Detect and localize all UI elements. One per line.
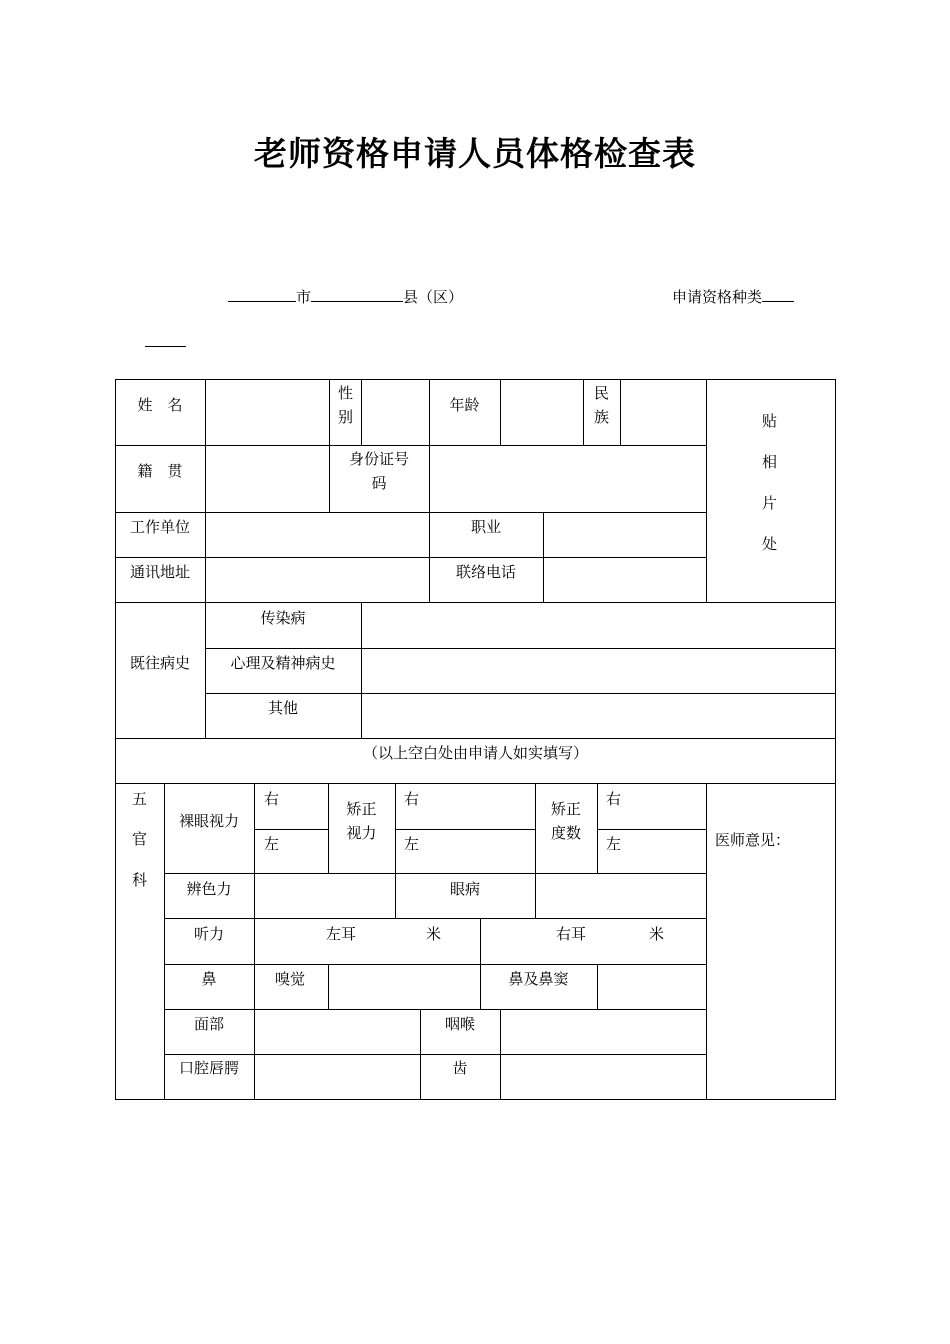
- smell-label: 嗅觉: [275, 970, 306, 988]
- sinus-label: 鼻及鼻窦: [508, 970, 569, 988]
- medical-history-label: 既往病史: [129, 654, 190, 672]
- corrected-left-label: 左: [404, 835, 420, 853]
- qual-type-blank[interactable]: [762, 287, 794, 302]
- other-history-label: 其他: [267, 699, 298, 717]
- age-label: 年龄: [449, 396, 480, 414]
- left-ear-label: 左耳: [326, 925, 357, 943]
- photo-label-2: 相: [762, 453, 778, 471]
- mental-history-label: 心理及精神病史: [230, 654, 336, 672]
- degree-right-label: 右: [606, 790, 622, 808]
- applicant-note: （以上空白处由申请人如实填写）: [362, 744, 588, 762]
- photo-label-4: 处: [762, 535, 778, 553]
- doctor-opinion-label: 医师意见：: [715, 831, 791, 849]
- naked-left-label: 左: [264, 835, 280, 853]
- work-unit-label: 工作单位: [129, 518, 190, 536]
- id-number-label-1: 身份证号: [348, 450, 409, 468]
- qual-type-blank-cont: [145, 346, 186, 347]
- native-place-label: 籍 贯: [137, 462, 183, 480]
- degree-left-label: 左: [606, 835, 622, 853]
- county-suffix: 县（区）: [403, 288, 464, 306]
- oral-label: 口腔唇腭: [178, 1059, 239, 1077]
- teeth-label: 齿: [452, 1059, 468, 1077]
- address-label: 通讯地址: [129, 563, 190, 581]
- wuguan-label-3: 科: [131, 871, 147, 889]
- gender-label-2: 别: [338, 408, 354, 426]
- corrected-vision-label-1: 矫正: [346, 800, 377, 818]
- right-ear-label: 右耳: [556, 925, 587, 943]
- page-title: 老师资格申请人员体格检查表: [254, 134, 696, 173]
- wuguan-label-2: 官: [131, 830, 147, 848]
- phone-label: 联络电话: [455, 563, 516, 581]
- qual-type-line: [672, 286, 794, 307]
- photo-label-3: 片: [762, 494, 778, 512]
- right-ear-unit: 米: [649, 925, 665, 943]
- city-suffix: 市: [296, 288, 312, 306]
- form-table: [115, 379, 836, 1100]
- eye-disease-label: 眼病: [449, 880, 480, 898]
- corrected-right-label: 右: [404, 790, 420, 808]
- occupation-label: 职业: [470, 518, 501, 536]
- county-blank[interactable]: [311, 287, 403, 302]
- ethnic-label-2: 族: [594, 408, 610, 426]
- naked-right-label: 右: [264, 790, 280, 808]
- gender-label-1: 性: [338, 384, 354, 402]
- face-label: 面部: [193, 1015, 224, 1033]
- nose-label: 鼻: [201, 970, 217, 988]
- throat-label: 咽喉: [444, 1015, 475, 1033]
- left-ear-unit: 米: [426, 925, 442, 943]
- id-number-label-2: 码: [371, 474, 387, 492]
- corrected-vision-label-2: 视力: [346, 824, 377, 842]
- location-line: [228, 286, 463, 307]
- corrected-degree-label-1: 矫正: [550, 800, 581, 818]
- ethnic-label-1: 民: [594, 384, 610, 402]
- qual-type-label: 申请资格种类: [672, 288, 763, 306]
- hearing-label: 听力: [193, 925, 224, 943]
- naked-vision-label: 裸眼视力: [178, 812, 239, 830]
- corrected-degree-label-2: 度数: [550, 824, 581, 842]
- infectious-label: 传染病: [260, 609, 306, 627]
- wuguan-label-1: 五: [131, 790, 147, 808]
- name-label: 姓 名: [137, 396, 183, 414]
- photo-label-1: 贴: [762, 412, 778, 430]
- color-vision-label: 辨色力: [186, 880, 232, 898]
- city-blank[interactable]: [228, 287, 296, 302]
